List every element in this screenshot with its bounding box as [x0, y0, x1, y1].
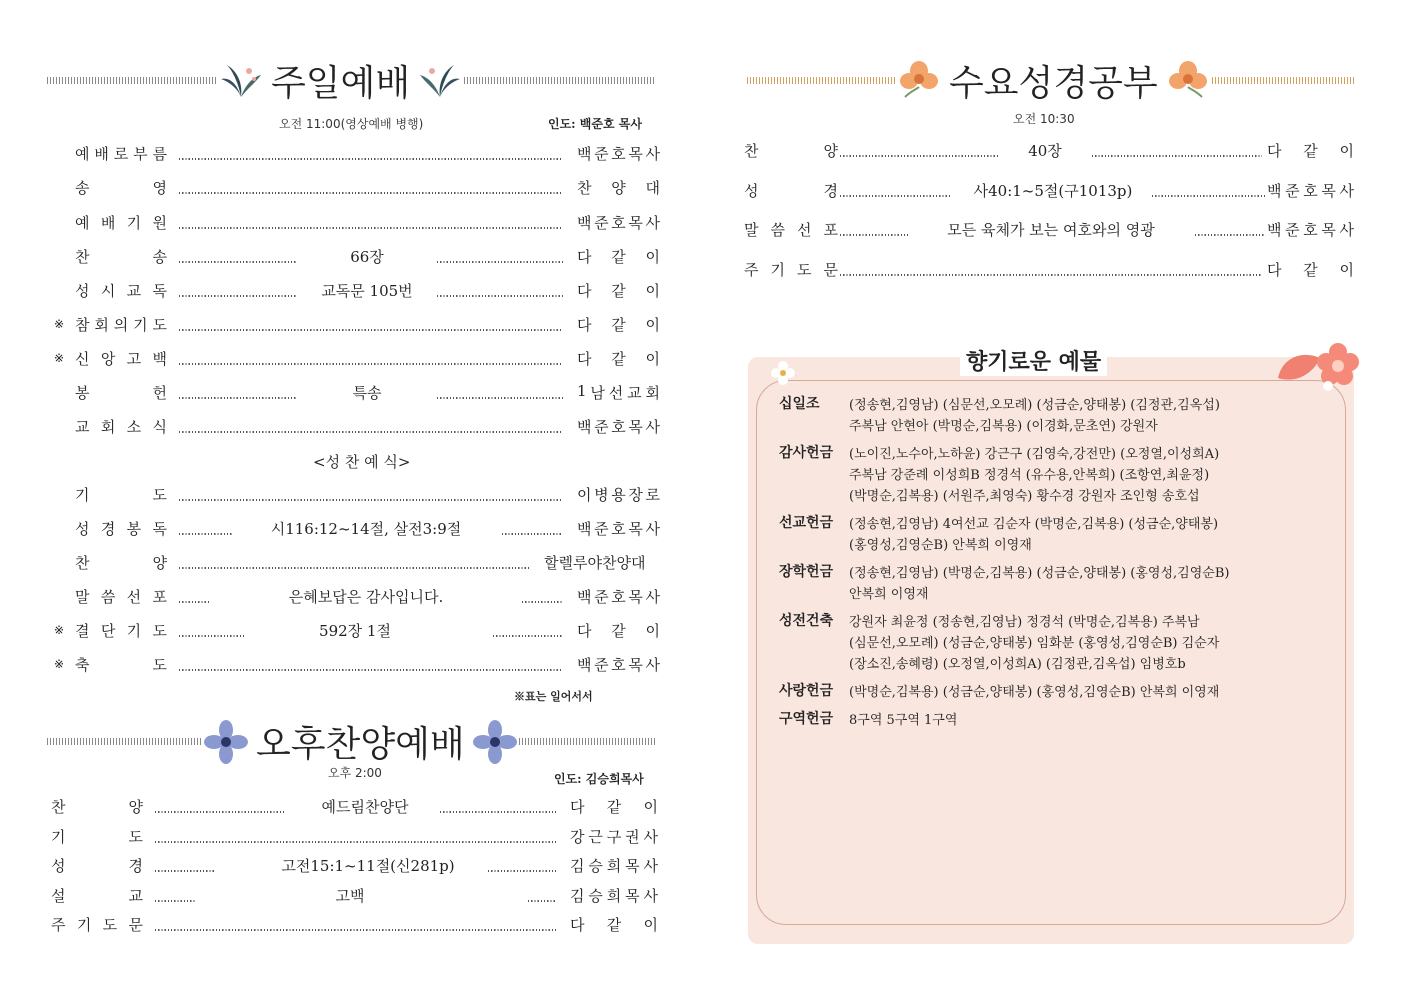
leader-dots: [179, 669, 563, 671]
program-label: 주 기 도 문: [51, 916, 143, 934]
program-label: 신 앙 고 백: [75, 350, 167, 368]
leader-dots: [179, 533, 232, 535]
offering-names: (정송현,김영남) (심문선,오모례) (성금순,양태봉) (김정관,김옥섭): [849, 398, 1220, 413]
program-person: 이 병 용 장 로: [577, 486, 660, 504]
program-content: 사40:1~5절(구1013p): [973, 182, 1133, 200]
leader-dots: [493, 635, 563, 637]
program-person: 다 같 이: [577, 248, 660, 266]
leader-dots: [179, 601, 210, 603]
offering-category: 사랑헌금: [779, 683, 834, 699]
leader-dots: [440, 811, 556, 813]
leader-dots: [437, 397, 563, 399]
program-content: 고백: [335, 887, 365, 905]
leader-dots: [1195, 234, 1265, 236]
program-person: 다 같 이: [570, 798, 658, 816]
program-content: 모든 육체가 보는 여호와의 영광: [947, 221, 1155, 239]
program-label: 참 회 의 기 도: [75, 316, 167, 334]
program-label: 찬 양: [75, 554, 167, 572]
program-label: 예 배 로 부 름: [75, 145, 167, 163]
program-row: [0, 586, 700, 610]
offering-category: 십일조: [779, 396, 820, 412]
program-label: 축 도: [75, 656, 167, 674]
program-label: 성 경: [51, 857, 143, 875]
program-person: 백 준 호 목 사: [1267, 221, 1354, 239]
program-content: 66장: [350, 248, 384, 266]
program-row: [0, 416, 700, 440]
program-content: 시116:12~14절, 살전3:9절: [270, 520, 462, 538]
program-row: [0, 620, 700, 644]
leader-dots: [522, 601, 563, 603]
offering-names: 강원자 최윤정 (정송현,김영남) 정경석 (박명순,김복용) 주복남: [849, 615, 1200, 630]
leader-dots: [179, 363, 563, 365]
leader-dots: [179, 635, 245, 637]
program-person: 백 준 호 목 사: [577, 520, 660, 538]
divider: [1212, 77, 1354, 84]
program-person: 백 준 호 목 사: [577, 656, 660, 674]
program-content: 40장: [1028, 142, 1062, 160]
program-label: 찬 양: [51, 798, 143, 816]
program-person: 찬 양 대: [577, 179, 660, 197]
program-row: [0, 280, 700, 304]
sunday-header: [47, 55, 655, 106]
program-label: 봉 헌: [75, 384, 167, 402]
program-person: 백 준 호 목 사: [577, 588, 660, 606]
divider: [464, 77, 655, 84]
leader-dots: [155, 900, 196, 902]
program-row: [0, 552, 700, 576]
leader-dots: [179, 431, 563, 433]
program-label: 찬 양: [744, 142, 838, 160]
program-row: [0, 885, 700, 909]
standing-mark: ※: [54, 623, 65, 637]
program-person: 백 준 호 목 사: [577, 214, 660, 232]
leaf-ornament-icon: [217, 57, 265, 105]
offering-names: (박명순,김복용) (성금순,양태봉) (홍영성,김영순B) 안복희 이영재: [849, 685, 1220, 700]
leader-dots: [179, 499, 563, 501]
small-flower-icon: [770, 360, 796, 386]
program-row: [0, 855, 700, 879]
program-person: 김 승 희 목 사: [570, 857, 658, 875]
program-label: 성 경 봉 독: [75, 520, 167, 538]
program-label: 주 기 도 문: [744, 261, 838, 279]
standing-mark: ※: [54, 351, 65, 365]
service-time: 오전 10:30: [1013, 112, 1075, 126]
program-row: [0, 219, 1400, 243]
leader-dots: [179, 567, 530, 569]
program-label: 찬 송: [75, 248, 167, 266]
program-label: 결 단 기 도: [75, 622, 167, 640]
leader-dots: [840, 195, 951, 197]
wednesday-header: [747, 55, 1354, 106]
leader-dots: [502, 533, 563, 535]
program-content: 고전15:1~11절(신281p): [281, 857, 455, 875]
offering-title: 향기로운 예물: [960, 345, 1107, 376]
offering-category: 선교헌금: [779, 515, 834, 531]
leader-dots: [179, 295, 297, 297]
leader-dots: [840, 274, 1262, 276]
offering-names: 주복남 안현아 (박명순,김복용) (이경화,문초연) 강원자: [849, 419, 1158, 434]
coral-flower-icon: [1268, 338, 1363, 398]
peach-flower-ornament-icon: [1164, 57, 1212, 105]
sacrament-heading: <성 찬 예 식>: [313, 453, 411, 471]
leader-dots: [840, 234, 908, 236]
flower-ornament-icon: [471, 718, 519, 766]
offering-names: 주복남 강준례 이성희B 정경석 (유수용,안복희) (조항연,최윤정): [849, 468, 1210, 483]
program-person: 백 준 호 목 사: [577, 418, 660, 436]
divider: [519, 738, 655, 745]
program-label: 교 회 소 식: [75, 418, 167, 436]
leader-dots: [488, 870, 556, 872]
offering-names: (정송현,김영남) (박명순,김복용) (성금순,양태봉) (홍영성,김영순B): [849, 566, 1230, 581]
program-label: 성 경: [744, 182, 838, 200]
offering-names: (노이진,노수아,노하윤) 강근구 (김영숙,강전만) (오정열,이성희A): [849, 447, 1220, 462]
afternoon-header: [47, 716, 655, 767]
leader-dots: [179, 397, 297, 399]
program-row: [0, 914, 700, 938]
leader-dots: [155, 929, 556, 931]
program-person: 김 승 희 목 사: [570, 887, 658, 905]
program-person: 1 남 선 교 회: [577, 382, 660, 402]
program-row: [0, 826, 700, 850]
offering-category: 구역헌금: [779, 711, 834, 727]
program-content: 예드림찬양단: [321, 798, 409, 816]
divider: [747, 77, 895, 84]
program-person: 다 같 이: [570, 916, 658, 934]
program-person: 강 근 구 권 사: [570, 828, 658, 846]
program-row: [0, 180, 1400, 204]
program-row: [0, 314, 700, 338]
program-person: 다 같 이: [577, 282, 660, 300]
program-person: 다 같 이: [1267, 261, 1354, 279]
program-row: [0, 484, 700, 508]
leader-dots: [1092, 155, 1262, 157]
program-content: 특송: [352, 384, 382, 402]
program-row: [0, 518, 700, 542]
leader-dots: [179, 329, 563, 331]
service-leader: 인도: 백준호 목사: [548, 117, 642, 131]
service-leader: 인도: 김승희목사: [554, 772, 644, 786]
program-row: [0, 348, 700, 372]
program-person: 백 준 호 목 사: [1267, 182, 1354, 200]
program-person: 다 같 이: [577, 316, 660, 334]
program-label: 말 씀 선 포: [75, 588, 167, 606]
leader-dots: [840, 155, 1000, 157]
program-person: 백 준 호 목 사: [577, 145, 660, 163]
program-label: 기 도: [75, 486, 167, 504]
program-label: 예 배 기 원: [75, 214, 167, 232]
flower-ornament-icon: [202, 718, 250, 766]
offering-category: 감사헌금: [779, 445, 834, 461]
offering-names: (박명순,김복용) (서원주,최영숙) 황수경 강원자 조인형 송호섭: [849, 489, 1200, 504]
program-content: 592장 1절: [319, 622, 391, 640]
leader-dots: [155, 870, 215, 872]
program-label: 성 시 교 독: [75, 282, 167, 300]
program-content: 은혜보답은 감사입니다.: [288, 588, 444, 606]
offering-names: 8구역 5구역 1구역: [849, 713, 958, 728]
standing-mark: ※: [54, 317, 65, 331]
leaf-ornament-icon: [416, 57, 464, 105]
offering-names: (홍영성,김영순B) 안복희 이영재: [849, 538, 1032, 553]
standing-note: ※표는 일어서서: [514, 690, 593, 703]
offering-names: (정송현,김영남) 4여선교 김순자 (박명순,김복용) (성금순,양태봉): [849, 517, 1219, 532]
offering-category: 성전건축: [779, 613, 834, 629]
program-label: 송 영: [75, 179, 167, 197]
offering-names: 안복희 이영재: [849, 587, 929, 602]
program-person: 다 같 이: [1267, 142, 1354, 160]
peach-flower-ornament-icon: [895, 57, 943, 105]
section-title: 오후찬양예배: [256, 724, 465, 765]
offering-names: (심문선,오모례) (성금순,양태봉) 임화분 (홍영성,김영순B) 김순자: [849, 636, 1220, 651]
leader-dots: [1152, 195, 1265, 197]
program-person: 다 같 이: [577, 622, 660, 640]
offering-names: (장소진,송혜령) (오정열,이성희A) (김정관,김옥섭) 임병호b: [849, 657, 1186, 672]
service-time: 오후 2:00: [328, 766, 382, 780]
program-row: [0, 382, 700, 406]
program-row: [0, 259, 1400, 283]
offering-category: 장학헌금: [779, 564, 834, 580]
program-person: 다 같 이: [577, 350, 660, 368]
program-row: [0, 140, 1400, 164]
program-person: 할 렐 루 야 찬 양 대: [544, 554, 646, 572]
program-row: [0, 654, 700, 678]
program-content: 교독문 105번: [321, 282, 413, 300]
program-label: 기 도: [51, 828, 143, 846]
divider: [47, 77, 217, 84]
standing-mark: ※: [54, 657, 65, 671]
program-label: 설 교: [51, 887, 143, 905]
leader-dots: [155, 811, 285, 813]
service-time: 오전 11:00(영상예배 병행): [279, 117, 424, 131]
program-row: [0, 796, 700, 820]
leader-dots: [155, 841, 556, 843]
divider: [47, 738, 202, 745]
leader-dots: [528, 900, 556, 902]
section-title: 수요성경공부: [949, 63, 1158, 104]
leader-dots: [437, 295, 563, 297]
program-label: 말 씀 선 포: [744, 221, 838, 239]
section-title: 주일예배: [271, 63, 411, 104]
